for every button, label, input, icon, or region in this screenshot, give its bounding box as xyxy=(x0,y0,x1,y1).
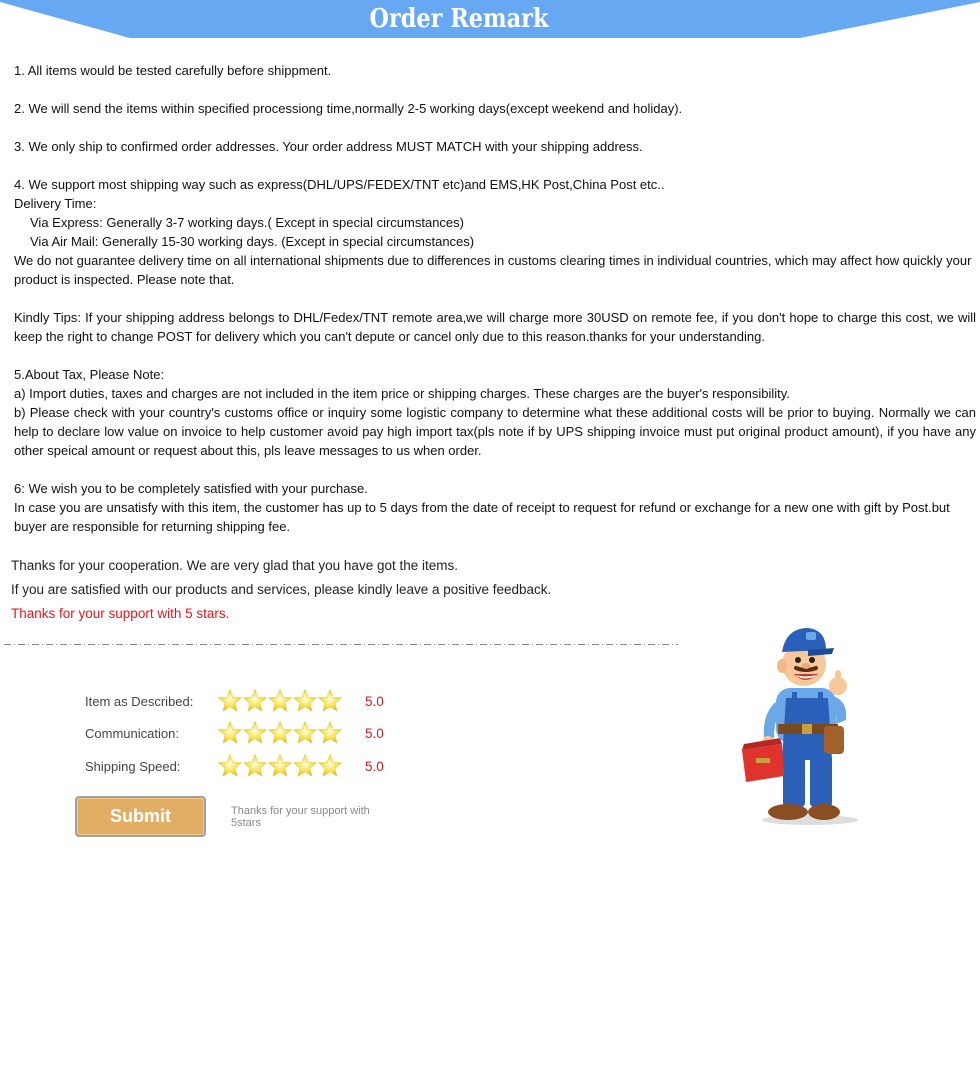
star-icon[interactable] xyxy=(269,690,292,712)
star-icon[interactable] xyxy=(244,722,267,744)
rating-value: 5.0 xyxy=(365,759,384,774)
via-express-note: Via Express: Generally 3-7 working days.( Except in special circumstances) xyxy=(30,215,464,230)
order-remarks xyxy=(14,61,976,536)
remark-item-1: 1. All items would be tested carefully before shippment. xyxy=(14,63,332,78)
delivery-guarantee-note: We do not guarantee delivery time on all international shipments due to differences in customs clearing times in individual countries, which may affect how quickly your product is inspected. Please note that. xyxy=(14,253,972,287)
star-icon[interactable] xyxy=(219,722,242,744)
star-icon[interactable] xyxy=(294,690,317,712)
remark-item-3: 3. We only ship to confirmed order addresses. Your order address MUST MATCH with your shipping address. xyxy=(14,139,643,154)
thanks-line-2: If you are satisfied with our products and services, please kindly leave a positive feedback. xyxy=(11,582,552,597)
rating-label: Communication: xyxy=(85,726,179,741)
tax-heading: 5.About Tax, Please Note: xyxy=(14,367,165,382)
star-icon[interactable] xyxy=(269,755,292,777)
remark-item-4: 4. We support most shipping way such as express(DHL/UPS/FEDEX/TNT etc)and EMS,HK Post,China Post etc.. xyxy=(14,177,665,192)
satisfaction-heading: 6: We wish you to be completely satisfied with your purchase. xyxy=(14,481,368,496)
dashed-divider xyxy=(4,643,678,646)
tax-note-b: b) Please check with your country's customs office or inquiry some logistic company to determine what these additional costs will be prior to buying. Normally we can help to declare low value on invoice to help customer avoid pay high import tax(pls note if by UPS shipping invoice must put original product amount), if you have any other speical amount or request about this, pls leave messages to us when order. xyxy=(14,405,976,458)
submit-note: Thanks for your support with 5stars xyxy=(231,805,370,829)
rating-value: 5.0 xyxy=(365,694,384,709)
page-title: Order Remark xyxy=(369,4,549,34)
star-icon[interactable] xyxy=(244,755,267,777)
thanks-line-1: Thanks for your cooperation. We are very glad that you have got the items. xyxy=(11,558,458,573)
rating-item-as-described xyxy=(85,689,405,715)
rating-label: Shipping Speed: xyxy=(85,759,181,774)
remark-item-2: 2. We will send the items within specified processiong time,normally 2-5 working days(except weekend and holiday). xyxy=(14,101,683,116)
star-icon[interactable] xyxy=(219,755,242,777)
via-air-mail-note: Via Air Mail: Generally 15-30 working days. (Except in special circumstances) xyxy=(30,234,475,249)
rating-value: 5.0 xyxy=(365,726,384,741)
worker-mascot-icon xyxy=(738,620,863,830)
star-icon[interactable] xyxy=(219,690,242,712)
star-icon[interactable] xyxy=(269,722,292,744)
star-icon[interactable] xyxy=(319,722,342,744)
star-icon[interactable] xyxy=(319,755,342,777)
submit-button[interactable]: Submit xyxy=(75,796,206,837)
rating-shipping-speed xyxy=(85,754,405,780)
kindly-tips: Kindly Tips: If your shipping address belongs to DHL/Fedex/TNT remote area,we will charge more 30USD on remote fee, if you don't hope to charge this cost, we will keep the right to change POST for delivery which you can't depute or cancel only due to this reason.thanks for your understanding. xyxy=(14,310,976,344)
thanks-line-3: Thanks for your support with 5 stars. xyxy=(11,606,230,621)
star-icon[interactable] xyxy=(294,755,317,777)
star-rating[interactable] xyxy=(218,721,342,745)
rating-communication xyxy=(85,721,405,747)
tax-note-a: a) Import duties, taxes and charges are not included in the item price or shipping charges. These charges are the buyer's responsibility. xyxy=(14,386,790,401)
star-icon[interactable] xyxy=(319,690,342,712)
refund-policy: In case you are unsatisfy with this item, the customer has up to 5 days from the date of receipt to request for refund or exchange for a new one with gift by Post.but buyer are responsible for returning shipping fee. xyxy=(14,500,950,534)
thanks-section xyxy=(11,554,711,626)
star-rating[interactable] xyxy=(218,689,342,713)
star-icon[interactable] xyxy=(294,722,317,744)
star-rating[interactable] xyxy=(218,754,342,778)
star-icon[interactable] xyxy=(244,690,267,712)
header-banner xyxy=(0,0,980,40)
delivery-time-heading: Delivery Time: xyxy=(14,196,97,211)
rating-label: Item as Described: xyxy=(85,694,194,709)
